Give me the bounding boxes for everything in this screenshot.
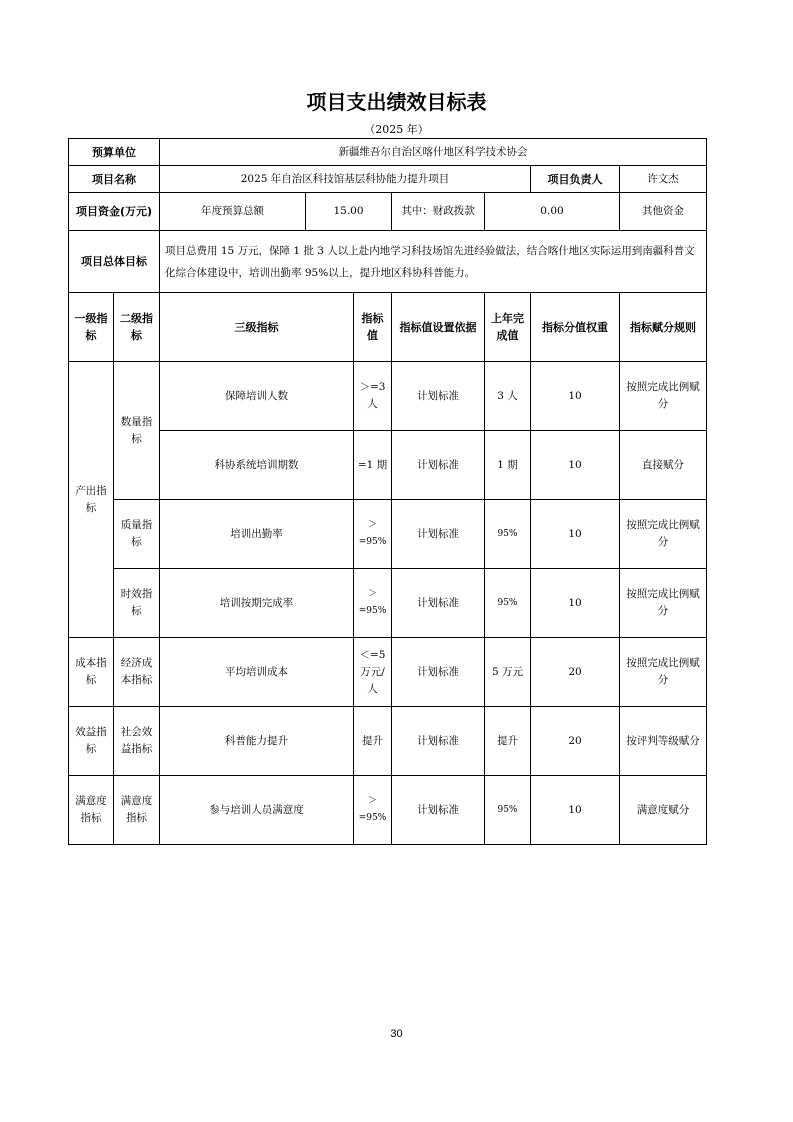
indicator-basis: 计划标准 xyxy=(392,431,485,500)
scoring-rule: 直接赋分 xyxy=(620,431,707,500)
goal-text: 项目总费用 15 万元，保障 1 批 3 人以上赴内地学习科技场馆先进经验做法，结合喀什地区实际运用到南疆科普文化综合体建设中，培训出勤率 95%以上，提升地区科协科普能力。 xyxy=(160,231,707,293)
last-year-value: 5 万元 xyxy=(485,638,531,707)
indicator-basis: 计划标准 xyxy=(392,569,485,638)
level2-timeliness: 时效指标 xyxy=(114,569,160,638)
header-basis: 指标值设置依据 xyxy=(392,293,485,362)
funds-label: 项目资金(万元) xyxy=(69,193,160,231)
indicator-name: 保障培训人数 xyxy=(160,362,354,431)
indicator-name: 平均培训成本 xyxy=(160,638,354,707)
scoring-rule: 按照完成比例赋分 xyxy=(620,638,707,707)
funds-row xyxy=(69,193,707,231)
other-funds-label: 其他资金 xyxy=(620,193,707,231)
header-level1: 一级指标 xyxy=(69,293,114,362)
project-owner-value: 许文杰 xyxy=(620,166,707,193)
level2-satisfaction: 满意度指标 xyxy=(114,776,160,845)
scoring-rule: 按照完成比例赋分 xyxy=(620,569,707,638)
indicator-weight: 10 xyxy=(531,431,620,500)
indicator-weight: 10 xyxy=(531,569,620,638)
page-number: 30 xyxy=(390,1028,403,1040)
indicator-value: ＞ =95% xyxy=(354,776,392,845)
indicator-basis: 计划标准 xyxy=(392,707,485,776)
header-last-year: 上年完成值 xyxy=(485,293,531,362)
total-budget-value: 15.00 xyxy=(306,193,392,231)
scoring-rule: 满意度赋分 xyxy=(620,776,707,845)
level2-economic-cost: 经济成本指标 xyxy=(114,638,160,707)
indicator-weight: 10 xyxy=(531,776,620,845)
indicator-weight: 10 xyxy=(531,362,620,431)
indicator-weight: 20 xyxy=(531,707,620,776)
indicator-weight: 10 xyxy=(531,500,620,569)
budget-unit-row xyxy=(69,139,707,166)
last-year-value: 95% xyxy=(485,776,531,845)
year-label: （2025 年） xyxy=(364,123,429,136)
indicator-value: ＞=3 人 xyxy=(354,362,392,431)
indicator-value: ＞ =95% xyxy=(354,500,392,569)
table-row xyxy=(69,569,707,638)
fiscal-funds-value: 0.00 xyxy=(485,193,620,231)
indicator-value: 提升 xyxy=(354,707,392,776)
header-rule: 指标赋分规则 xyxy=(620,293,707,362)
level2-quantity: 数量指标 xyxy=(114,362,160,500)
indicator-name: 参与培训人员满意度 xyxy=(160,776,354,845)
indicator-value: ＞ =95% xyxy=(354,569,392,638)
page-title: 项目支出绩效目标表 xyxy=(306,90,487,114)
project-name-row xyxy=(69,166,707,193)
indicator-name: 培训按期完成率 xyxy=(160,569,354,638)
level2-social-benefit: 社会效益指标 xyxy=(114,707,160,776)
goal-row xyxy=(69,231,707,293)
fiscal-funds-label: 其中：财政拨款 xyxy=(392,193,485,231)
indicator-value: =1 期 xyxy=(354,431,392,500)
indicator-basis: 计划标准 xyxy=(392,638,485,707)
indicator-weight: 20 xyxy=(531,638,620,707)
table-row xyxy=(69,638,707,707)
header-level2: 二级指标 xyxy=(114,293,160,362)
last-year-value: 1 期 xyxy=(485,431,531,500)
indicator-name: 科普能力提升 xyxy=(160,707,354,776)
indicator-name: 科协系统培训期数 xyxy=(160,431,354,500)
performance-target-table xyxy=(68,138,707,845)
budget-unit-label: 预算单位 xyxy=(69,139,160,166)
table-row xyxy=(69,362,707,431)
last-year-value: 95% xyxy=(485,500,531,569)
indicator-value: ＜=5 万元/人 xyxy=(354,638,392,707)
table-row xyxy=(69,431,707,500)
level2-quality: 质量指标 xyxy=(114,500,160,569)
level1-satisfaction: 满意度指标 xyxy=(69,776,114,845)
project-name-value: 2025 年自治区科技馆基层科协能力提升项目 xyxy=(160,166,531,193)
goal-label: 项目总体目标 xyxy=(69,231,160,293)
table-row xyxy=(69,707,707,776)
total-budget-label: 年度预算总额 xyxy=(160,193,306,231)
project-owner-label: 项目负责人 xyxy=(531,166,620,193)
last-year-value: 95% xyxy=(485,569,531,638)
header-indicator-value: 指标值 xyxy=(354,293,392,362)
scoring-rule: 按照完成比例赋分 xyxy=(620,500,707,569)
budget-unit-value: 新疆维吾尔自治区喀什地区科学技术协会 xyxy=(160,139,707,166)
scoring-rule: 按照完成比例赋分 xyxy=(620,362,707,431)
indicator-basis: 计划标准 xyxy=(392,776,485,845)
last-year-value: 3 人 xyxy=(485,362,531,431)
scoring-rule: 按评判等级赋分 xyxy=(620,707,707,776)
indicator-basis: 计划标准 xyxy=(392,500,485,569)
indicator-basis: 计划标准 xyxy=(392,362,485,431)
header-level3: 三级指标 xyxy=(160,293,354,362)
level1-output: 产出指标 xyxy=(69,362,114,638)
level1-cost: 成本指标 xyxy=(69,638,114,707)
level1-benefit: 效益指标 xyxy=(69,707,114,776)
table-row xyxy=(69,500,707,569)
indicator-name: 培训出勤率 xyxy=(160,500,354,569)
table-row xyxy=(69,776,707,845)
header-weight: 指标分值权重 xyxy=(531,293,620,362)
indicator-header-row xyxy=(69,293,707,362)
last-year-value: 提升 xyxy=(485,707,531,776)
project-name-label: 项目名称 xyxy=(69,166,160,193)
